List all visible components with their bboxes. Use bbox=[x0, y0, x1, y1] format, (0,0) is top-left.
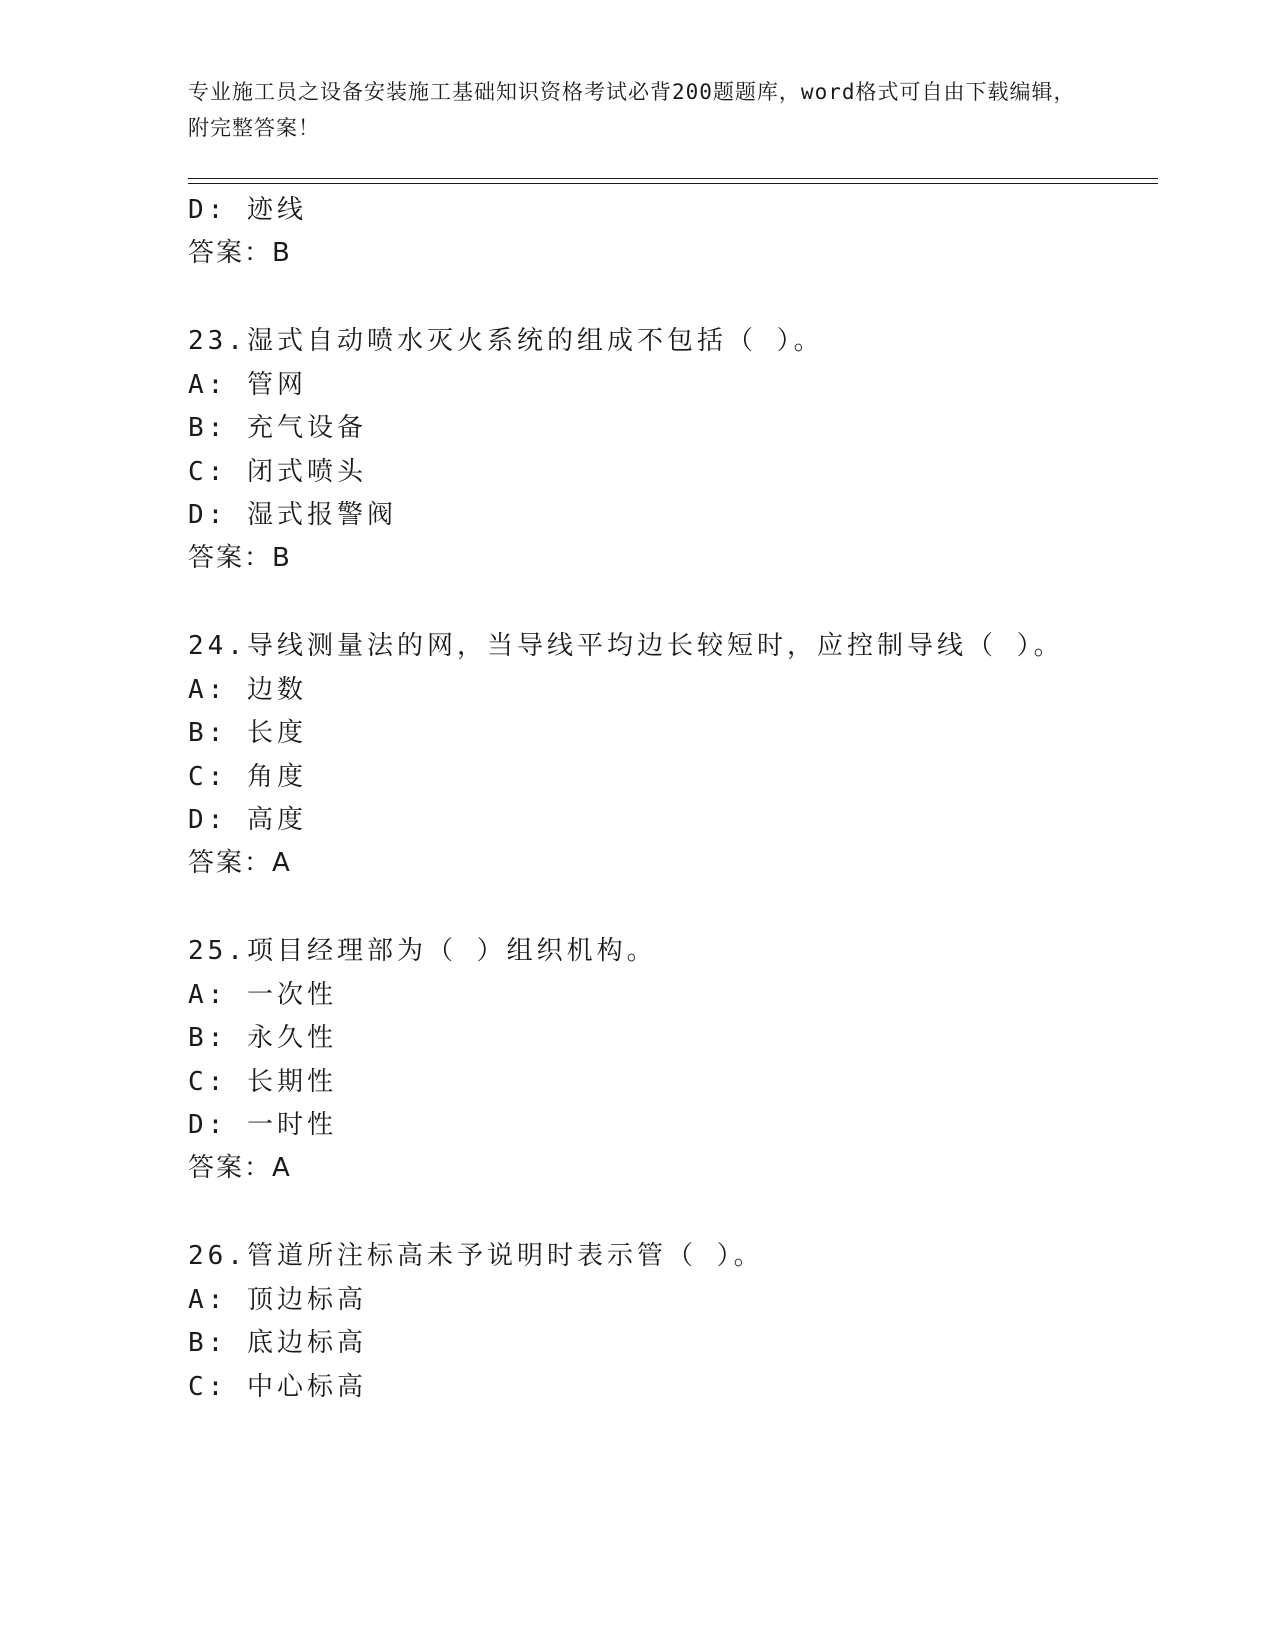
option-b: B: 永久性 bbox=[188, 1023, 337, 1053]
header-rule-top bbox=[188, 178, 1158, 179]
option-b: B: 充气设备 bbox=[188, 413, 367, 443]
answer-line: 答案：B bbox=[188, 238, 292, 268]
option-a: A: 管网 bbox=[188, 370, 307, 400]
option-a: A: 边数 bbox=[188, 675, 307, 705]
question-24: 24.导线测量法的网，当导线平均边长较短时，应控制导线（ ）。 bbox=[188, 631, 1064, 661]
option-d: D: 迹线 bbox=[188, 195, 307, 225]
option-b: B: 底边标高 bbox=[188, 1328, 367, 1358]
option-c: C: 长期性 bbox=[188, 1067, 337, 1097]
option-b: B: 长度 bbox=[188, 718, 307, 748]
question-25: 25.项目经理部为（ ）组织机构。 bbox=[188, 936, 657, 966]
option-a: A: 一次性 bbox=[188, 980, 337, 1010]
option-c: C: 中心标高 bbox=[188, 1372, 367, 1402]
option-a: A: 顶边标高 bbox=[188, 1285, 367, 1315]
answer-line: 答案：A bbox=[188, 848, 292, 878]
option-d: D: 一时性 bbox=[188, 1110, 337, 1140]
option-d: D: 高度 bbox=[188, 805, 307, 835]
option-c: C: 角度 bbox=[188, 762, 307, 792]
option-d: D: 湿式报警阀 bbox=[188, 500, 397, 530]
question-23: 23.湿式自动喷水灭火系统的组成不包括（ ）。 bbox=[188, 326, 824, 356]
question-26: 26.管道所注标高未予说明时表示管（ ）。 bbox=[188, 1241, 764, 1271]
answer-line: 答案：B bbox=[188, 543, 292, 573]
answer-line: 答案：A bbox=[188, 1153, 292, 1183]
document-header: 专业施工员之设备安装施工基础知识资格考试必背200题题库，word格式可自由下载编辑，附完整答案！ bbox=[188, 80, 1076, 140]
option-c: C: 闭式喷头 bbox=[188, 457, 367, 487]
header-rule-bottom bbox=[188, 183, 1158, 184]
